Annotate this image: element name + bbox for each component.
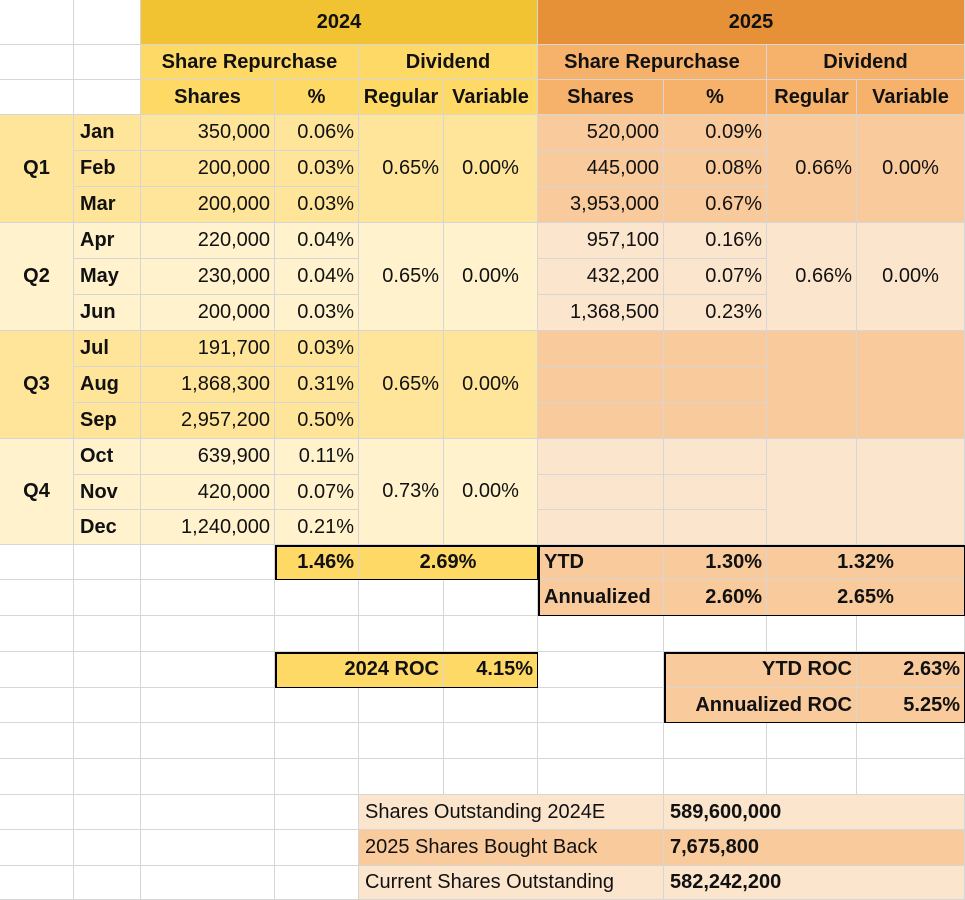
shares-2025-cell[interactable]: 3,953,000 (538, 187, 664, 223)
empty-cell[interactable] (857, 759, 965, 795)
dividend-2025-variable[interactable] (857, 331, 965, 439)
empty-cell[interactable] (74, 830, 141, 866)
empty-cell[interactable] (141, 759, 275, 795)
shares-2024-cell[interactable]: 191,700 (141, 331, 275, 367)
empty-cell[interactable] (857, 616, 965, 652)
month-label[interactable]: Oct (74, 439, 141, 475)
total-2024-dividend[interactable]: 2.69% (359, 545, 538, 580)
pct-2024-cell[interactable]: 0.03% (275, 187, 359, 223)
month-label[interactable]: Dec (74, 510, 141, 545)
pct-2024-cell[interactable]: 0.03% (275, 295, 359, 331)
shares-summary-value[interactable]: 589,600,000 (664, 795, 965, 830)
empty-cell[interactable] (74, 80, 141, 115)
shares-2025-cell[interactable] (538, 331, 664, 367)
empty-cell[interactable] (0, 866, 74, 900)
empty-cell[interactable] (0, 795, 74, 830)
empty-cell[interactable] (141, 545, 275, 580)
shares-summary-value[interactable]: 582,242,200 (664, 866, 965, 900)
pct-2025-cell[interactable]: 0.23% (664, 295, 767, 331)
dividend-2025-regular[interactable]: 0.66% (767, 223, 857, 331)
annualized-label[interactable]: Annualized (538, 580, 664, 616)
pct-2025-cell[interactable] (664, 439, 767, 475)
shares-summary-value[interactable]: 7,675,800 (664, 830, 965, 866)
empty-cell[interactable] (74, 545, 141, 580)
empty-cell[interactable] (275, 616, 359, 652)
dividend-2024-variable[interactable]: 0.00% (444, 115, 538, 223)
empty-cell[interactable] (275, 795, 359, 830)
empty-cell[interactable] (275, 830, 359, 866)
pct-2025-cell[interactable] (664, 367, 767, 403)
variable-2025-header[interactable]: Variable (857, 80, 965, 115)
shares-2025-cell[interactable]: 957,100 (538, 223, 664, 259)
empty-cell[interactable] (444, 616, 538, 652)
variable-2024-header[interactable]: Variable (444, 80, 538, 115)
pct-2025-cell[interactable]: 0.08% (664, 151, 767, 187)
empty-cell[interactable] (275, 723, 359, 759)
pct-2024-cell[interactable]: 0.03% (275, 331, 359, 367)
empty-cell[interactable] (74, 866, 141, 900)
empty-cell[interactable] (141, 688, 275, 723)
shares-summary-label[interactable]: Current Shares Outstanding (359, 866, 664, 900)
regular-2024-header[interactable]: Regular (359, 80, 444, 115)
pct-2025-header[interactable]: % (664, 80, 767, 115)
shares-2024-cell[interactable]: 420,000 (141, 475, 275, 510)
roc-2024-label[interactable]: 2024 ROC (275, 652, 444, 688)
ytd-roc-value[interactable]: 2.63% (857, 652, 965, 688)
empty-cell[interactable] (0, 830, 74, 866)
empty-cell[interactable] (0, 0, 74, 45)
dividend-2025-variable[interactable] (857, 439, 965, 545)
dividend-2025-regular[interactable] (767, 331, 857, 439)
share-repurchase-2024-header[interactable]: Share Repurchase (141, 45, 359, 80)
annualized-dividend[interactable]: 2.65% (767, 580, 965, 616)
ytd-roc-label[interactable]: YTD ROC (664, 652, 857, 688)
shares-summary-label[interactable]: Shares Outstanding 2024E (359, 795, 664, 830)
quarter-label[interactable]: Q1 (0, 115, 74, 223)
pct-2025-cell[interactable] (664, 510, 767, 545)
dividend-2024-regular[interactable]: 0.65% (359, 115, 444, 223)
year-2025-header[interactable]: 2025 (538, 0, 965, 45)
quarter-label[interactable]: Q4 (0, 439, 74, 545)
empty-cell[interactable] (0, 45, 74, 80)
shares-2024-cell[interactable]: 2,957,200 (141, 403, 275, 439)
empty-cell[interactable] (538, 688, 664, 723)
empty-cell[interactable] (141, 723, 275, 759)
month-label[interactable]: Feb (74, 151, 141, 187)
empty-cell[interactable] (74, 652, 141, 688)
empty-cell[interactable] (0, 723, 74, 759)
month-label[interactable]: Mar (74, 187, 141, 223)
empty-cell[interactable] (275, 866, 359, 900)
empty-cell[interactable] (141, 616, 275, 652)
empty-cell[interactable] (444, 723, 538, 759)
shares-2025-cell[interactable] (538, 367, 664, 403)
empty-cell[interactable] (74, 45, 141, 80)
empty-cell[interactable] (0, 616, 74, 652)
pct-2025-cell[interactable]: 0.09% (664, 115, 767, 151)
dividend-2024-regular[interactable]: 0.73% (359, 439, 444, 545)
pct-2024-header[interactable]: % (275, 80, 359, 115)
pct-2025-cell[interactable]: 0.07% (664, 259, 767, 295)
shares-2025-cell[interactable]: 445,000 (538, 151, 664, 187)
shares-2025-cell[interactable] (538, 510, 664, 545)
empty-cell[interactable] (538, 616, 664, 652)
ytd-label[interactable]: YTD (538, 545, 664, 580)
ytd-dividend[interactable]: 1.32% (767, 545, 965, 580)
empty-cell[interactable] (444, 688, 538, 723)
shares-2024-cell[interactable]: 200,000 (141, 151, 275, 187)
empty-cell[interactable] (359, 616, 444, 652)
empty-cell[interactable] (141, 580, 275, 616)
shares-2025-cell[interactable] (538, 475, 664, 510)
empty-cell[interactable] (0, 80, 74, 115)
empty-cell[interactable] (767, 759, 857, 795)
empty-cell[interactable] (767, 616, 857, 652)
empty-cell[interactable] (0, 759, 74, 795)
empty-cell[interactable] (141, 652, 275, 688)
shares-2025-cell[interactable] (538, 403, 664, 439)
empty-cell[interactable] (275, 580, 359, 616)
empty-cell[interactable] (359, 580, 444, 616)
regular-2025-header[interactable]: Regular (767, 80, 857, 115)
empty-cell[interactable] (0, 688, 74, 723)
shares-2024-header[interactable]: Shares (141, 80, 275, 115)
annualized-roc-value[interactable]: 5.25% (857, 688, 965, 723)
empty-cell[interactable] (359, 759, 444, 795)
empty-cell[interactable] (857, 723, 965, 759)
empty-cell[interactable] (74, 688, 141, 723)
dividend-2024-regular[interactable]: 0.65% (359, 223, 444, 331)
quarter-label[interactable]: Q2 (0, 223, 74, 331)
empty-cell[interactable] (538, 723, 664, 759)
pct-2025-cell[interactable]: 0.67% (664, 187, 767, 223)
empty-cell[interactable] (359, 688, 444, 723)
empty-cell[interactable] (359, 723, 444, 759)
dividend-2024-variable[interactable]: 0.00% (444, 331, 538, 439)
empty-cell[interactable] (141, 830, 275, 866)
pct-2024-cell[interactable]: 0.04% (275, 223, 359, 259)
pct-2024-cell[interactable]: 0.06% (275, 115, 359, 151)
annualized-repurchase[interactable]: 2.60% (664, 580, 767, 616)
shares-2025-cell[interactable]: 520,000 (538, 115, 664, 151)
empty-cell[interactable] (275, 688, 359, 723)
dividend-2025-variable[interactable]: 0.00% (857, 223, 965, 331)
empty-cell[interactable] (664, 759, 767, 795)
empty-cell[interactable] (538, 759, 664, 795)
shares-2024-cell[interactable]: 639,900 (141, 439, 275, 475)
dividend-2024-regular[interactable]: 0.65% (359, 331, 444, 439)
quarter-label[interactable]: Q3 (0, 331, 74, 439)
dividend-2024-variable[interactable]: 0.00% (444, 223, 538, 331)
empty-cell[interactable] (141, 866, 275, 900)
shares-2025-cell[interactable] (538, 439, 664, 475)
empty-cell[interactable] (0, 545, 74, 580)
ytd-repurchase[interactable]: 1.30% (664, 545, 767, 580)
empty-cell[interactable] (74, 723, 141, 759)
empty-cell[interactable] (444, 759, 538, 795)
empty-cell[interactable] (74, 580, 141, 616)
empty-cell[interactable] (0, 580, 74, 616)
empty-cell[interactable] (444, 580, 538, 616)
pct-2024-cell[interactable]: 0.03% (275, 151, 359, 187)
roc-2024-value[interactable]: 4.15% (444, 652, 538, 688)
pct-2024-cell[interactable]: 0.11% (275, 439, 359, 475)
pct-2024-cell[interactable]: 0.21% (275, 510, 359, 545)
share-repurchase-2025-header[interactable]: Share Repurchase (538, 45, 767, 80)
month-label[interactable]: Aug (74, 367, 141, 403)
month-label[interactable]: May (74, 259, 141, 295)
pct-2024-cell[interactable]: 0.04% (275, 259, 359, 295)
empty-cell[interactable] (664, 616, 767, 652)
dividend-2025-header[interactable]: Dividend (767, 45, 965, 80)
dividend-2025-regular[interactable]: 0.66% (767, 115, 857, 223)
shares-2024-cell[interactable]: 230,000 (141, 259, 275, 295)
shares-2025-header[interactable]: Shares (538, 80, 664, 115)
month-label[interactable]: Sep (74, 403, 141, 439)
empty-cell[interactable] (538, 652, 664, 688)
shares-2024-cell[interactable]: 200,000 (141, 187, 275, 223)
shares-2024-cell[interactable]: 1,240,000 (141, 510, 275, 545)
dividend-2024-header[interactable]: Dividend (359, 45, 538, 80)
pct-2024-cell[interactable]: 0.50% (275, 403, 359, 439)
pct-2025-cell[interactable] (664, 403, 767, 439)
pct-2025-cell[interactable] (664, 475, 767, 510)
month-label[interactable]: Apr (74, 223, 141, 259)
month-label[interactable]: Jul (74, 331, 141, 367)
month-label[interactable]: Jan (74, 115, 141, 151)
shares-2024-cell[interactable]: 1,868,300 (141, 367, 275, 403)
shares-2025-cell[interactable]: 432,200 (538, 259, 664, 295)
empty-cell[interactable] (74, 795, 141, 830)
empty-cell[interactable] (141, 795, 275, 830)
annualized-roc-label[interactable]: Annualized ROC (664, 688, 857, 723)
empty-cell[interactable] (74, 616, 141, 652)
month-label[interactable]: Nov (74, 475, 141, 510)
empty-cell[interactable] (74, 759, 141, 795)
shares-2025-cell[interactable]: 1,368,500 (538, 295, 664, 331)
year-2024-header[interactable]: 2024 (141, 0, 538, 45)
total-2024-repurchase[interactable]: 1.46% (275, 545, 359, 580)
shares-summary-label[interactable]: 2025 Shares Bought Back (359, 830, 664, 866)
empty-cell[interactable] (664, 723, 767, 759)
empty-cell[interactable] (275, 759, 359, 795)
empty-cell[interactable] (767, 723, 857, 759)
pct-2024-cell[interactable]: 0.31% (275, 367, 359, 403)
empty-cell[interactable] (0, 652, 74, 688)
dividend-2025-regular[interactable] (767, 439, 857, 545)
shares-2024-cell[interactable]: 220,000 (141, 223, 275, 259)
pct-2025-cell[interactable] (664, 331, 767, 367)
shares-2024-cell[interactable]: 350,000 (141, 115, 275, 151)
month-label[interactable]: Jun (74, 295, 141, 331)
dividend-2024-variable[interactable]: 0.00% (444, 439, 538, 545)
empty-cell[interactable] (74, 0, 141, 45)
pct-2024-cell[interactable]: 0.07% (275, 475, 359, 510)
dividend-2025-variable[interactable]: 0.00% (857, 115, 965, 223)
shares-2024-cell[interactable]: 200,000 (141, 295, 275, 331)
pct-2025-cell[interactable]: 0.16% (664, 223, 767, 259)
